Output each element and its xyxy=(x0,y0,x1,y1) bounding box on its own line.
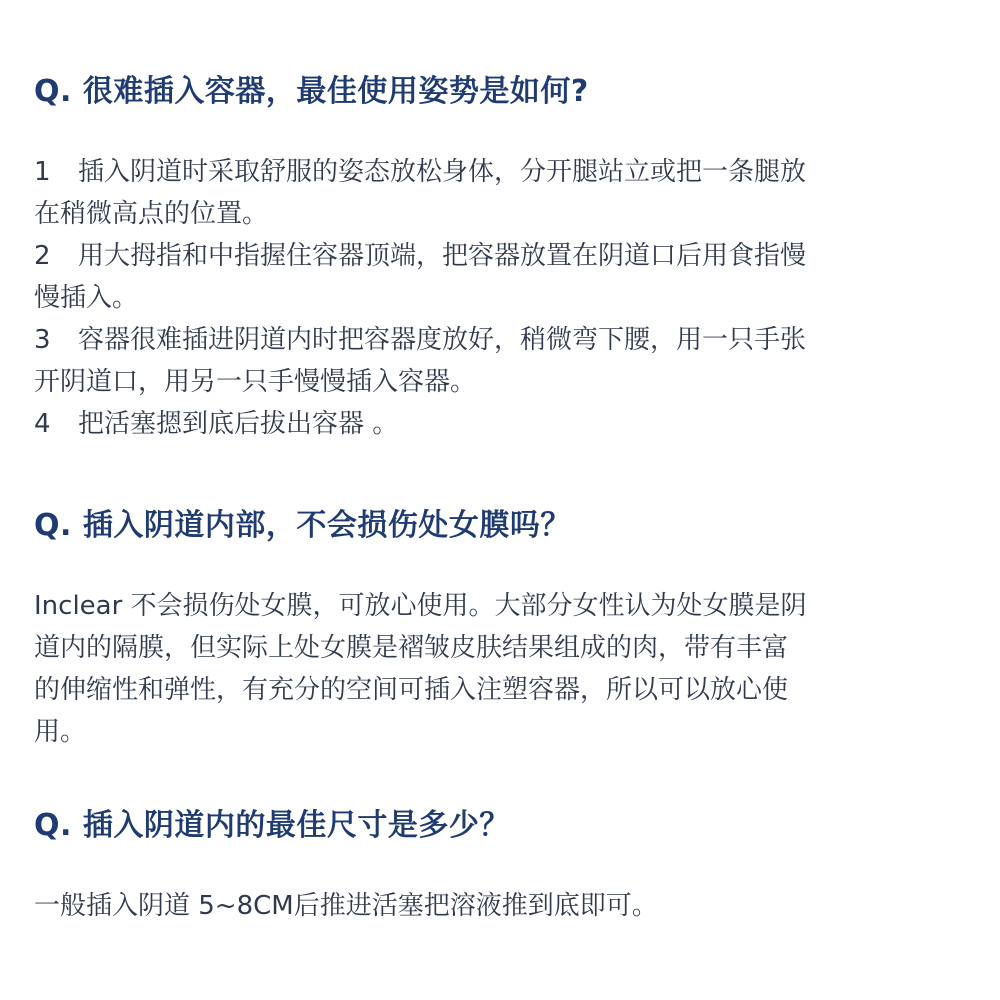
step-line xyxy=(34,151,970,193)
step-line xyxy=(34,319,970,361)
step-line xyxy=(34,235,970,277)
answer-line: 一般插入阴道 5~8CM后推进活塞把溶液推到底即可。 xyxy=(34,891,658,921)
faq-answer-paragraph xyxy=(34,885,970,927)
answer-line: 道内的隔膜，但实际上处女膜是褶皱皮肤结果组成的肉，带有丰富 xyxy=(34,633,789,663)
step-line: 慢插入。 xyxy=(34,283,139,313)
faq-question: Q. 插入阴道内部，不会损伤处女膜吗？ xyxy=(34,508,571,543)
answer-line: Inclear 不会损伤处女膜，可放心使用。大部分女性认为处女膜是阴 xyxy=(34,591,807,621)
step-number: 4 xyxy=(34,409,51,439)
step-text: 把活塞摁到底后拔出容器 。 xyxy=(78,409,399,439)
step-number: 2 xyxy=(34,241,51,271)
faq-section-posture xyxy=(34,72,970,445)
step-line: 开阴道口，用另一只手慢慢插入容器。 xyxy=(34,367,477,397)
step-line xyxy=(34,403,970,445)
faq-answer-steps xyxy=(34,151,970,445)
faq-answer-paragraph xyxy=(34,585,970,753)
faq-section-size xyxy=(34,806,970,927)
step-text: 容器很难插进阴道内时把容器度放好，稍微弯下腰，用一只手张 xyxy=(78,325,807,355)
faq-question: Q. 插入阴道内的最佳尺寸是多少？ xyxy=(34,808,510,843)
step-text: 插入阴道时采取舒服的姿态放松身体，分开腿站立或把一条腿放 xyxy=(78,157,807,187)
answer-line: 用。 xyxy=(34,717,87,747)
step-number: 1 xyxy=(34,157,51,187)
step-text: 用大拇指和中指握住容器顶端，把容器放置在阴道口后用食指慢 xyxy=(78,241,807,271)
step-line: 在稍微高点的位置。 xyxy=(34,199,269,229)
answer-line: 的伸缩性和弹性，有充分的空间可插入注塑容器，所以可以放心使 xyxy=(34,675,789,705)
step-number: 3 xyxy=(34,325,51,355)
faq-section-hymen xyxy=(34,506,970,753)
faq-question: Q. 很难插入容器，最佳使用姿势是如何? xyxy=(34,74,589,109)
